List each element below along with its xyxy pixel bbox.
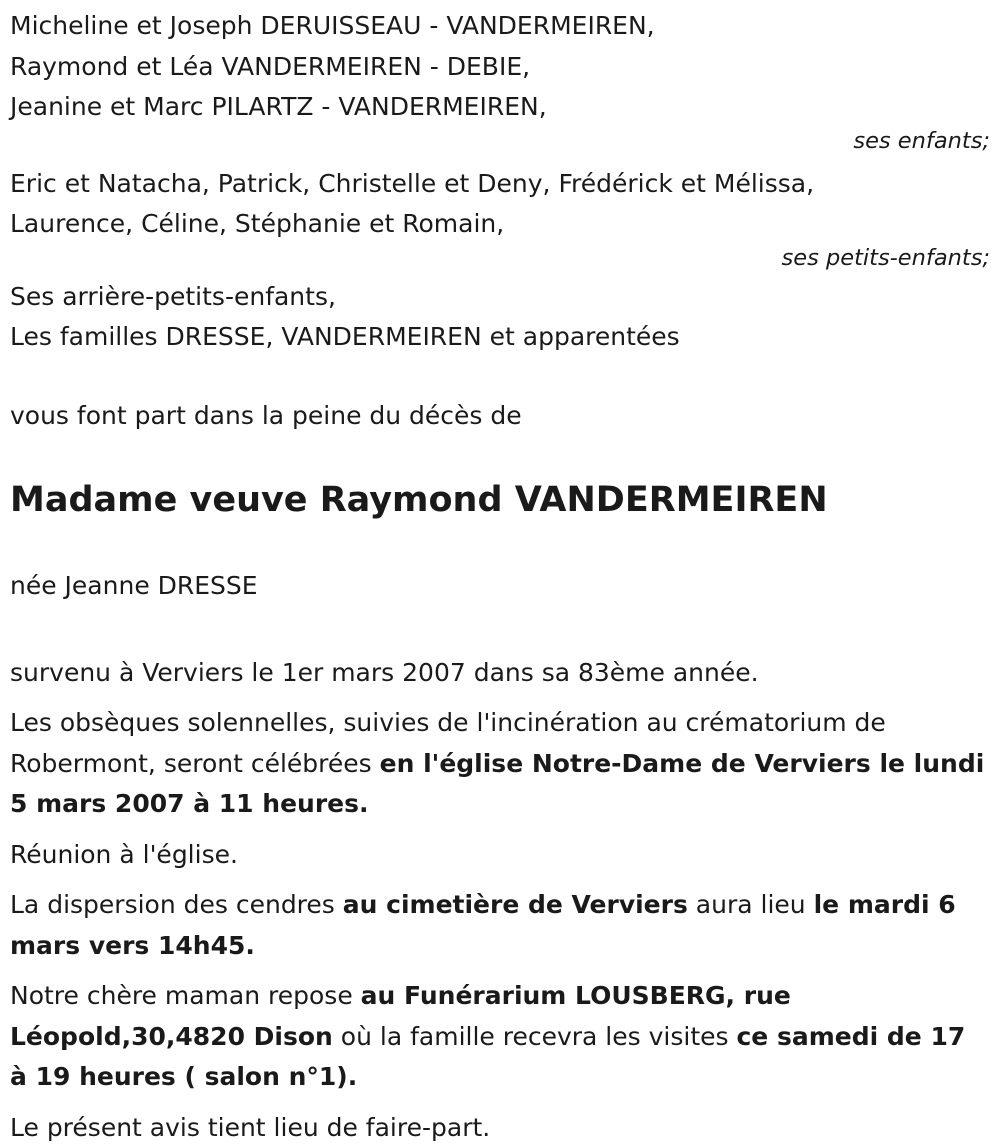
spacer [10,358,990,396]
child-line: Micheline et Joseph DERUISSEAU - VANDERMEIREN, [10,6,990,47]
funeral-details [10,703,990,825]
grandchildren-list [10,164,990,245]
dispersion-text: La dispersion des cendres [10,890,343,919]
maiden-name: née Jeanne DRESSE [10,566,990,607]
funeral-location-date: en l'église Notre-Dame de Verviers le lundi 5 mars 2007 à 11 heures. [10,749,984,819]
grandchildren-role: ses petits-enfants; [10,245,990,271]
dispersion-details [10,885,990,966]
death-info: survenu à Verviers le 1er mars 2007 dans sa 83ème année. [10,653,990,694]
dispersion-text-2: aura lieu [688,890,814,919]
obituary-notice [10,6,990,1148]
child-line: Jeanine et Marc PILARTZ - VANDERMEIREN, [10,87,990,128]
deceased-name: Madame veuve Raymond VANDERMEIREN [10,480,990,520]
funeral-home-address: au Funérarium LOUSBERG, rue Léopold,30,4820 Dison [10,981,791,1051]
grandchild-line: Eric et Natacha, Patrick, Christelle et Deny, Frédérick et Mélissa, [10,164,990,205]
relatives-line: Ses arrière-petits-enfants, [10,277,990,318]
relatives-line: Les familles DRESSE, VANDERMEIREN et apparentées [10,317,990,358]
child-line: Raymond et Léa VANDERMEIREN - DEBIE, [10,47,990,88]
children-list [10,6,990,128]
dispersion-location: au cimetière de Verviers [343,890,688,919]
children-role: ses enfants; [10,128,990,154]
visitation-details [10,976,990,1098]
visitation-hours: ce samedi de 17 à 19 heures ( salon n°1). [10,1022,965,1092]
other-relatives [10,277,990,358]
meeting-info: Réunion à l'église. [10,835,990,876]
announcement: vous font part dans la peine du décès de [10,396,990,437]
visitation-text: Notre chère maman repose [10,981,361,1010]
closing-note: Le présent avis tient lieu de faire-part. [10,1108,990,1148]
grandchild-line: Laurence, Céline, Stéphanie et Romain, [10,204,990,245]
dispersion-date: le mardi 6 mars vers 14h45. [10,890,956,960]
visitation-text-2: où la famille recevra les visites [333,1022,737,1051]
funeral-text: Les obsèques solennelles, suivies de l'incinération au crématorium de Robermont, seront célébrées [10,708,886,778]
